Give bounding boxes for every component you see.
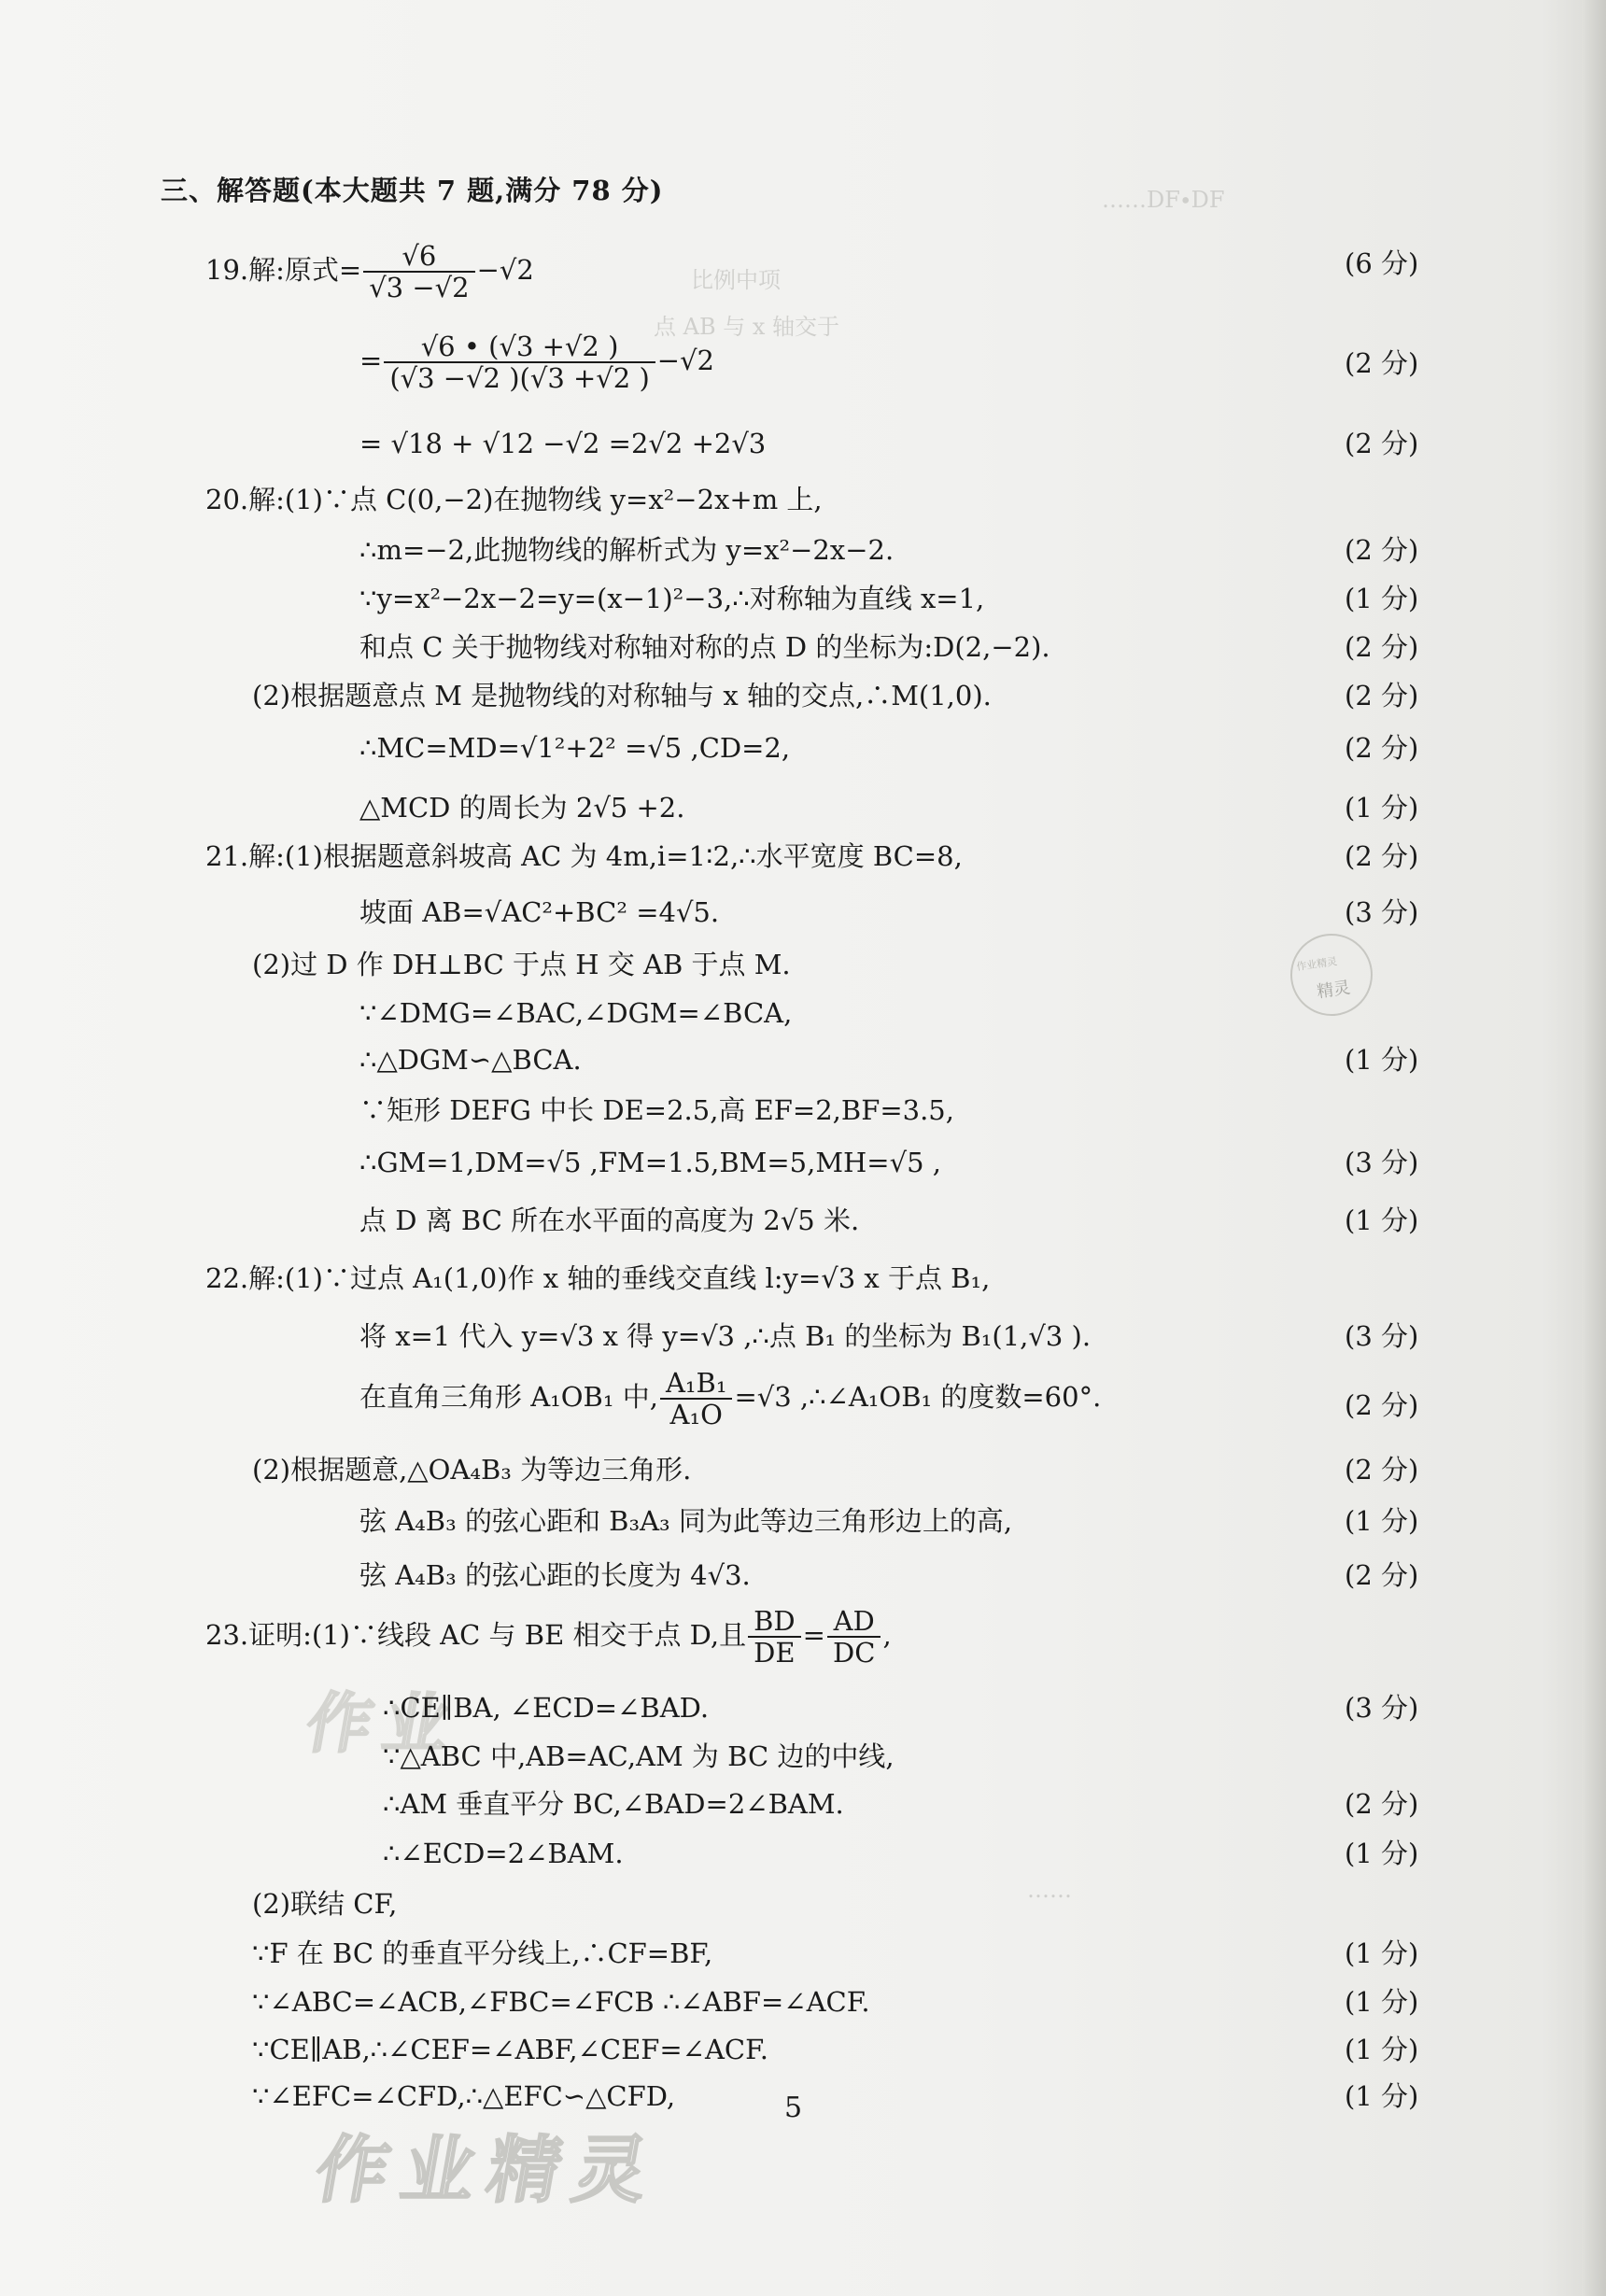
q23-line-5: ∴∠ECD=2∠BAM. — [383, 1838, 624, 1869]
score: (1 分) — [1345, 1986, 1419, 2018]
q19-line-3: = √18 + √12 −√2 =2√2 +2√3 — [359, 428, 767, 459]
q19-line-1: 19.解:原式= $\frac{√6}{√3 -√2}$ −√2 — [205, 240, 534, 303]
q19-line-2: = $\frac{√6 • (√3 +√2 )}{(√3 -√2 )(√3 +√2 )}$ −√2 — [359, 331, 714, 394]
score: (1 分) — [1345, 1044, 1419, 1076]
q20-line-4: 和点 C 关于抛物线对称轴对称的点 D 的坐标为:D(2,−2). — [359, 631, 1050, 663]
q23-line-7: ∵F 在 BC 的垂直平分线上,∴CF=BF, — [252, 1937, 713, 1969]
q22-line-1: 22.解:(1)∵过点 A₁(1,0)作 x 轴的垂线交直线 l:y=√3 x 于点 B₁, — [205, 1262, 991, 1294]
score: (1 分) — [1345, 1838, 1419, 1869]
score: (2 分) — [1345, 1788, 1419, 1820]
q22-line-4: (2)根据题意,△OA₄B₃ 为等边三角形. — [252, 1454, 692, 1486]
score: (2 分) — [1345, 840, 1419, 872]
score: (6 分) — [1345, 247, 1419, 279]
q23-line-1: 23.证明:(1)∵线段 AC 与 BE 相交于点 D,且 $\frac{BD}{DE}$ = $\frac{AD}{DC}$ , — [205, 1605, 892, 1669]
page-edge — [1582, 0, 1606, 2296]
q23-line-2: ∴CE∥BA, ∠ECD=∠BAD. — [383, 1692, 710, 1724]
q21-line-2: 坡面 AB=√AC²+BC² =4√5. — [359, 896, 720, 928]
q22-line-2: 将 x=1 代入 y=√3 x 得 y=√3 ,∴点 B₁ 的坐标为 B₁(1,√3 ). — [359, 1320, 1092, 1352]
q20-line-6: ∴MC=MD=√1²+2² =√5 ,CD=2, — [359, 732, 791, 764]
score: (1 分) — [1345, 2034, 1419, 2065]
score: (2 分) — [1345, 1454, 1419, 1486]
score: (1 分) — [1345, 1505, 1419, 1537]
score: (1 分) — [1345, 1204, 1419, 1236]
score: (2 分) — [1345, 1559, 1419, 1591]
q20-line-5: (2)根据题意点 M 是抛物线的对称轴与 x 轴的交点,∴M(1,0). — [252, 680, 992, 711]
score: (3 分) — [1345, 1320, 1419, 1352]
q21-line-4: ∵∠DMG=∠BAC,∠DGM=∠BCA, — [359, 997, 793, 1029]
q21-line-6: ∵矩形 DEFG 中长 DE=2.5,高 EF=2,BF=3.5, — [359, 1094, 954, 1126]
bleed-text: 比例中项 — [691, 267, 781, 293]
section-heading: 三、解答题(本大题共 7 题,满分 78 分) — [161, 175, 664, 206]
score: (2 分) — [1345, 428, 1419, 459]
score: (1 分) — [1345, 2080, 1419, 2112]
q20-line-1: 20.解:(1)∵点 C(0,−2)在抛物线 y=x²−2x+m 上, — [205, 484, 823, 515]
q23-line-9: ∵CE∥AB,∴∠CEF=∠ABF,∠CEF=∠ACF. — [252, 2034, 768, 2065]
stamp-icon: 作业精灵 精灵 — [1285, 928, 1377, 1021]
q22-line-5: 弦 A₄B₃ 的弦心距和 B₃A₃ 同为此等边三角形边上的高, — [359, 1505, 1013, 1537]
score: (2 分) — [1345, 347, 1419, 379]
q20-line-3: ∵y=x²−2x−2=y=(x−1)²−3,∴对称轴为直线 x=1, — [359, 583, 985, 614]
bleed-text: 点 AB 与 x 轴交于 — [654, 314, 840, 340]
q22-line-3: 在直角三角形 A₁OB₁ 中, $\frac{\text{A₁B₁}}{\text{A₁O}}$ =√3 ,∴∠A₁OB₁ 的度数=60°. — [359, 1367, 1102, 1430]
score: (3 分) — [1345, 1692, 1419, 1724]
q21-line-1: 21.解:(1)根据题意斜坡高 AC 为 4m,i=1∶2,∴水平宽度 BC=8, — [205, 840, 963, 872]
bleed-text: …… — [1027, 1877, 1072, 1903]
score: (2 分) — [1345, 534, 1419, 566]
q23-line-6: (2)联结 CF, — [252, 1888, 398, 1920]
score: (2 分) — [1345, 631, 1419, 663]
watermark-mid: 作业 — [300, 1685, 468, 1762]
q23-line-10: ∵∠EFC=∠CFD,∴△EFC∽△CFD, — [252, 2080, 676, 2112]
q20-line-2: ∴m=−2,此抛物线的解析式为 y=x²−2x−2. — [359, 534, 895, 566]
watermark: 作业精灵 — [308, 2129, 668, 2213]
score: (1 分) — [1345, 1937, 1419, 1969]
q20-line-7: △MCD 的周长为 2√5 +2. — [359, 792, 685, 824]
score: (2 分) — [1345, 680, 1419, 711]
score: (3 分) — [1345, 1147, 1419, 1178]
score: (2 分) — [1345, 732, 1419, 764]
q21-line-7: ∴GM=1,DM=√5 ,FM=1.5,BM=5,MH=√5 , — [359, 1147, 941, 1178]
q22-line-6: 弦 A₄B₃ 的弦心距的长度为 4√3. — [359, 1559, 751, 1591]
q23-line-8: ∵∠ABC=∠ACB,∠FBC=∠FCB ∴∠ABF=∠ACF. — [252, 1986, 870, 2018]
score: (1 分) — [1345, 792, 1419, 824]
page-number: 5 — [784, 2092, 803, 2124]
q23-line-4: ∴AM 垂直平分 BC,∠BAD=2∠BAM. — [383, 1788, 844, 1820]
q21-line-3: (2)过 D 作 DH⊥BC 于点 H 交 AB 于点 M. — [252, 949, 791, 980]
score: (3 分) — [1345, 896, 1419, 928]
q21-line-8: 点 D 离 BC 所在水平面的高度为 2√5 米. — [359, 1204, 860, 1236]
bleed-text: ……DF∙DF — [1102, 187, 1225, 213]
q21-line-5: ∴△DGM∽△BCA. — [359, 1044, 582, 1076]
score: (1 分) — [1345, 583, 1419, 614]
score: (2 分) — [1345, 1389, 1419, 1421]
q23-line-3: ∵△ABC 中,AB=AC,AM 为 BC 边的中线, — [383, 1740, 895, 1772]
